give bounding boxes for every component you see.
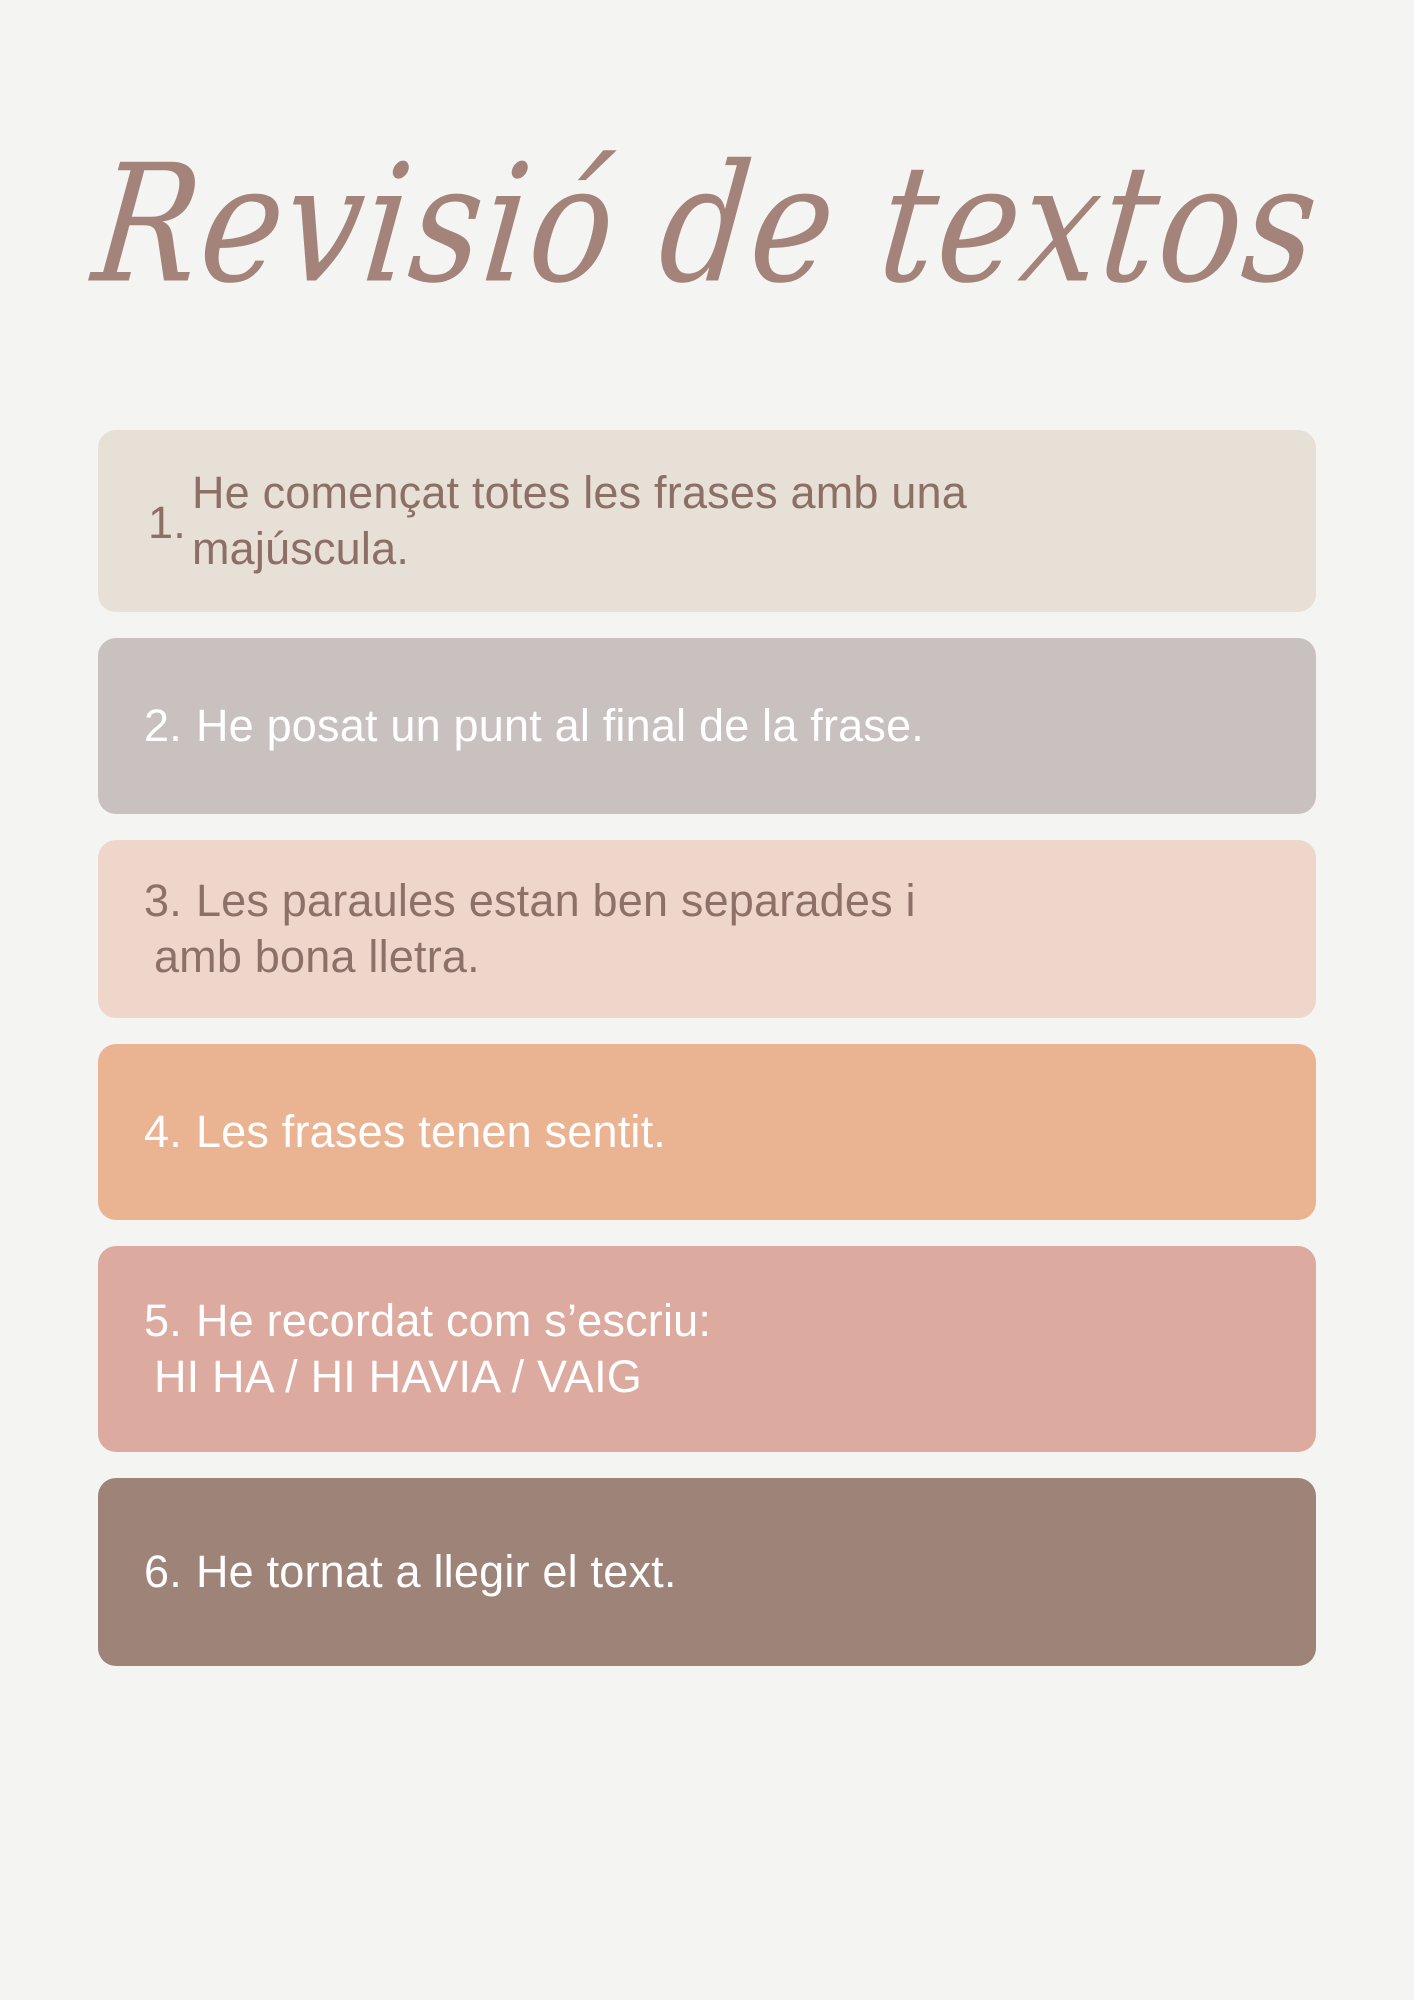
list-item[interactable] xyxy=(98,840,1316,1018)
page-title: Revisió de textos xyxy=(86,129,1328,320)
list-item-line-1: Les paraules estan ben separades i xyxy=(195,874,916,926)
list-item-row xyxy=(144,873,916,986)
list-item-text: He posat un punt al final de la frase. xyxy=(195,699,924,751)
list-item-number: 6. xyxy=(144,1545,182,1597)
page-title-container xyxy=(86,0,1328,430)
list-item-row xyxy=(144,698,924,754)
list-item-text xyxy=(153,1293,712,1406)
list-item-number: 4. xyxy=(144,1105,182,1157)
list-item-line-1: He començat totes les frases amb una xyxy=(191,466,968,518)
list-item-number: 2. xyxy=(144,699,182,751)
list-item-number: 1. xyxy=(148,496,186,548)
list-item[interactable] xyxy=(98,1246,1316,1452)
list-item-number: 3. xyxy=(144,874,182,926)
list-item[interactable] xyxy=(98,430,1316,612)
list-item-text: Les frases tenen sentit. xyxy=(195,1105,667,1157)
list-item-line-2: majúscula. xyxy=(191,523,410,574)
list-item[interactable] xyxy=(98,1478,1316,1666)
list-item-line-2: amb bona lletra. xyxy=(153,931,480,982)
checklist xyxy=(98,430,1316,1666)
list-item-text xyxy=(192,465,967,578)
list-item-row xyxy=(148,465,967,578)
list-item-row xyxy=(144,1104,666,1160)
list-item-row xyxy=(144,1293,711,1406)
list-item[interactable] xyxy=(98,1044,1316,1220)
list-item-number: 5. xyxy=(144,1294,182,1346)
list-item-text xyxy=(153,873,916,986)
list-item-row xyxy=(144,1544,677,1600)
list-item[interactable] xyxy=(98,638,1316,814)
list-item-line-1: He recordat com s’escriu: xyxy=(195,1294,712,1346)
list-item-line-2: HI HA / HI HAVIA / VAIG xyxy=(153,1351,643,1402)
list-item-text: He tornat a llegir el text. xyxy=(195,1545,677,1597)
